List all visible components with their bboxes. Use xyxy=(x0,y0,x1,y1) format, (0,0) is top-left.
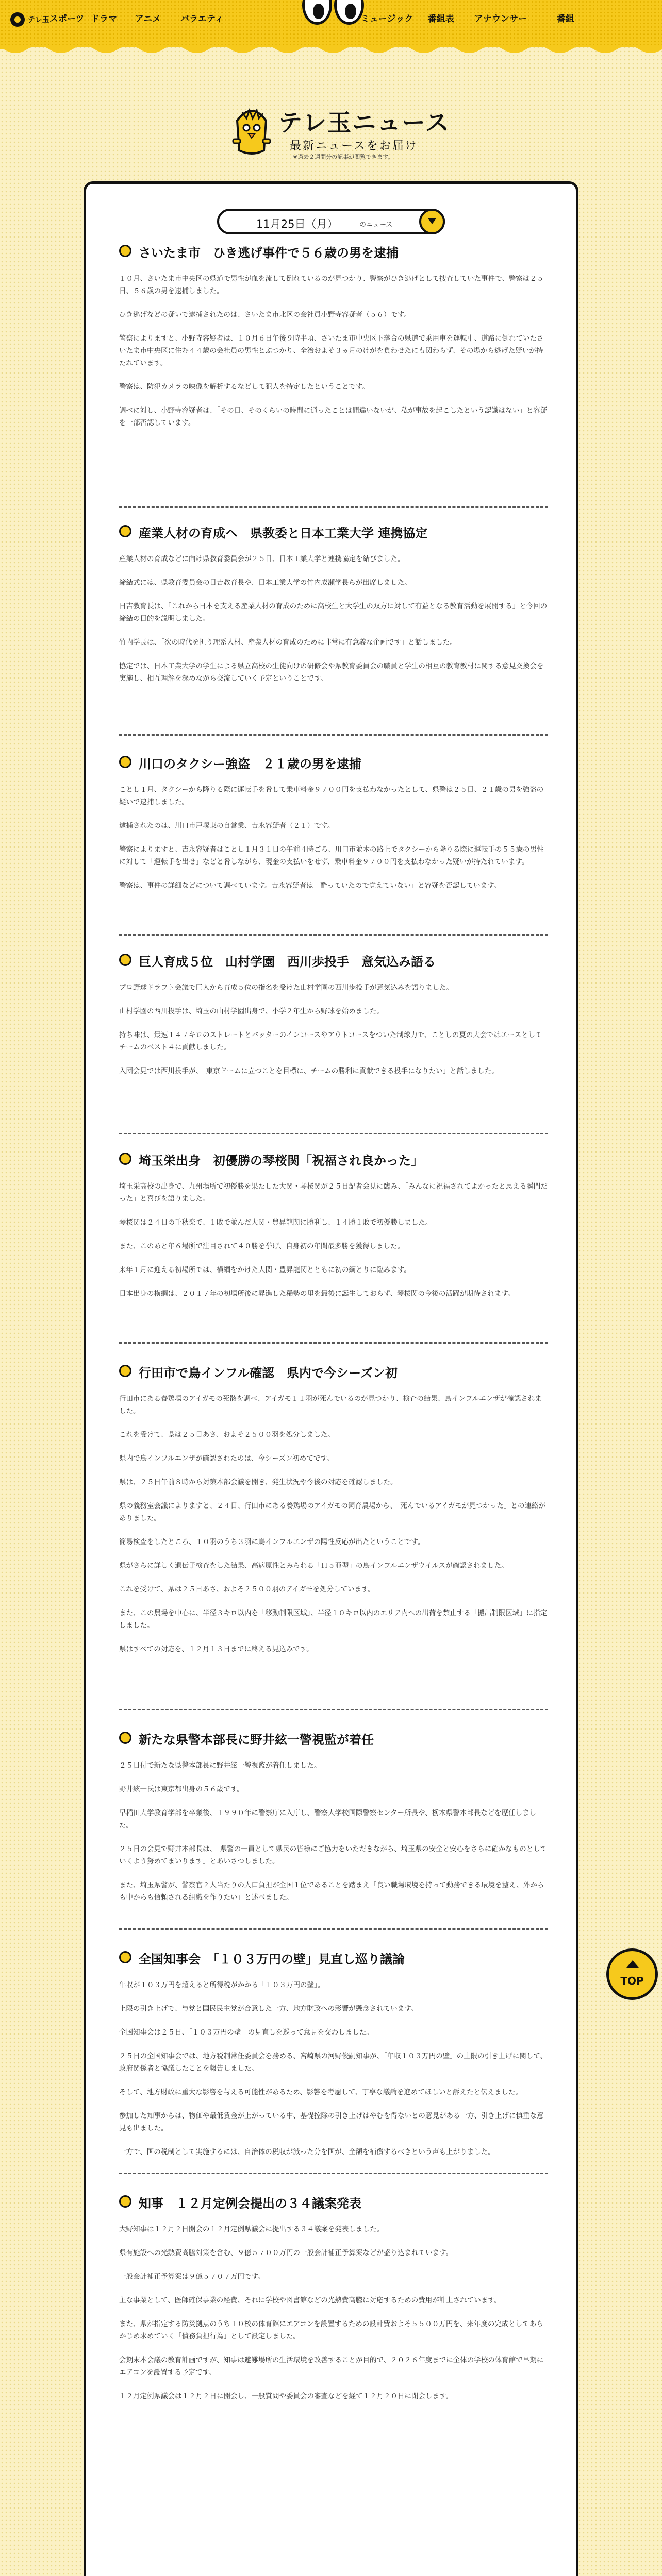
nav-item-programs[interactable]: 番組 xyxy=(557,14,574,24)
nav-item-announcer[interactable]: アナウンサー xyxy=(474,14,527,24)
news-article xyxy=(119,950,548,1077)
article-divider xyxy=(119,506,548,508)
chevron-down-icon[interactable] xyxy=(419,209,445,234)
article-paragraph: 警察は、防犯カメラの映像を解析するなどして犯人を特定したということです。 xyxy=(119,383,369,391)
article-paragraph: 逮捕されたのは、川口市戸塚東の自営業、吉永容疑者（２１）です。 xyxy=(119,822,335,830)
article-paragraph: 県内で鳥インフルエンザが確認されたのは、今シーズン初めてです。 xyxy=(119,1454,334,1463)
article-title: 知事 １２月定例会提出の３４議案発表 xyxy=(139,2196,361,2211)
article-body xyxy=(119,981,548,1077)
bullet-dot-icon xyxy=(119,1951,131,1963)
article-paragraph: 埼玉栄高校の出身で、九州場所で初優勝を果たした大関・琴桜関が２５日記者会見に臨み、「みんなに祝福されてよかったと思える瞬間だった」と喜びを語りました。 xyxy=(119,1182,548,1203)
nav-item-schedule[interactable]: 番組表 xyxy=(428,14,454,24)
article-paragraph: 主な事業として、医師確保事業の経費、それに学校や図書館などの光熱費高騰に対応するための費用が計上されています。 xyxy=(119,2296,502,2304)
article-title: さいたま市 ひき逃げ事件で５６歳の男を逮捕 xyxy=(139,246,399,260)
article-body xyxy=(119,553,548,685)
mascot-eyes-icon xyxy=(302,0,364,27)
news-article xyxy=(119,1148,548,1300)
article-paragraph: ひき逃げなどの疑いで逮捕されたのは、さいたま市北区の会社員小野寺容疑者（５６）です。 xyxy=(119,311,411,319)
article-paragraph: 行田市にある養鶏場のアイガモの死骸を調べ、アイガモ１１羽が死んでいるのが見つかり、検査の結果、鳥インフルエンザが確認されました。 xyxy=(119,1395,542,1415)
article-paragraph: 協定では、日本工業大学の学生による県立高校の生徒向けの研修会や県教育委員会の職員と学生の相互の教育教材に関する意見交換会を実施し、相互理解を深めながら交流していく予定ということです。 xyxy=(119,662,544,683)
back-to-top-label: TOP xyxy=(620,1975,644,1987)
article-header xyxy=(119,752,548,772)
article-paragraph: 会期末本会議の教育計画ですが、知事は避難場所の生活環境を改善することが目的で、２０２６年度までに全体の学校の体育館で早期にエアコンを設置する予定です。 xyxy=(119,2356,544,2377)
article-paragraph: 上限の引き上げで、与党と国民民主党が合意した一方、地方財政への影響が懸念されています。 xyxy=(119,2005,418,2013)
page-subtitle: 最新ニュースをお届け xyxy=(290,140,418,152)
news-article xyxy=(119,521,548,685)
article-paragraph: 産業人材の育成などに向け県教育委員会が２５日、日本工業大学と連携協定を結びました。 xyxy=(119,555,405,563)
article-title: 行田市で鳥インフル確認 県内で今シーズン初 xyxy=(139,1366,398,1380)
news-article xyxy=(119,1361,548,1655)
article-paragraph: 警察によりますと、小野寺容疑者は、１０月６日午後９時半頃、さいたま市中央区下落合の県道で乗用車を運転中、道路に倒れていたさいたま市中央区に住む４４歳の会社員の男性とぶつかり、全治およそ３ヵ月のけがを負わせたにも関わらず、その場から逃げた疑いが持たれています。 xyxy=(119,334,544,367)
article-paragraph: 県はすべての対応を、１２月１３日までに終える見込みです。 xyxy=(119,1645,313,1653)
article-paragraph: これを受けて、県は２５日あさ、およそ２５００羽のアイガモを処分しています。 xyxy=(119,1585,375,1594)
article-paragraph: 野井絃一氏は東京都出身の５６歳です。 xyxy=(119,1785,244,1793)
article-paragraph: ２５日の会見で野井本部長は、「県警の一員として県民の皆様にご協力をいただきながら、埼玉県の安全と安心をさらに確かなものとしていくよう努めてまいります」とあいさつしました。 xyxy=(119,1845,548,1866)
nav-item-music[interactable]: ミュージック xyxy=(361,14,413,24)
article-divider xyxy=(119,1709,548,1710)
article-divider xyxy=(119,1928,548,1930)
article-title: 川口のタクシー強盗 ２１歳の男を逮捕 xyxy=(139,757,361,771)
article-header xyxy=(119,521,548,541)
article-paragraph: ２５日付で新たな県警本部長に野井絃一警視監が着任しました。 xyxy=(119,1761,321,1770)
article-paragraph: 琴桜関は２４日の千秋楽で、１敗で並んだ大関・豊昇龍関に勝利し、１４勝１敗で初優勝しました。 xyxy=(119,1218,433,1227)
article-body xyxy=(119,1759,548,1904)
article-paragraph: 日吉教育長は、「これから日本を支える産業人材の育成のために高校生と大学生の双方に対して有益となる教育活動を展開する」と今回の締結の目的を説明しました。 xyxy=(119,602,548,623)
article-paragraph: 参加した知事からは、物価や最低賃金が上がっている中、基礎控除の引き上げはやむを得ないとの意見がある一方、引き上げに慎重な意見も出ました。 xyxy=(119,2112,544,2132)
news-article xyxy=(119,752,548,892)
article-paragraph: 締結式には、県教育委員会の日吉教育長や、日本工業大学の竹内成瀬学長らが出席しました。 xyxy=(119,579,411,587)
article-header xyxy=(119,1148,548,1169)
article-header xyxy=(119,1361,548,1381)
chick-mascot-icon xyxy=(231,103,272,160)
article-paragraph: 一般会計補正予算案は９億５７０７万円です。 xyxy=(119,2273,265,2281)
site-header xyxy=(0,0,662,47)
article-paragraph: 警察によりますと、吉永容疑者はことし１月３１日の午前４時ごろ、川口市並木の路上でタクシーから降りる際に運転手の５５歳の男性に対して「運転手を出せ」などと脅しながら、現金の支払いをせず、乗車料金９７００円を支払わなかった疑いが持たれています。 xyxy=(119,845,544,866)
nav-item-anime[interactable]: アニメ xyxy=(135,14,161,24)
article-paragraph: プロ野球ドラフト会議で巨人から育成５位の指名を受けた山村学園の西川歩投手が意気込みを語りました。 xyxy=(119,984,453,992)
article-title: 新たな県警本部長に野井絃一警視監が着任 xyxy=(139,1733,374,1747)
bullet-dot-icon xyxy=(119,2195,131,2208)
article-paragraph: 全国知事会は２５日、「１０３万円の壁」の見直しを巡って意見を交わしました。 xyxy=(119,2028,373,2037)
article-paragraph: ことし１月、タクシーから降りる際に運転手を脅して乗車料金９７００円を支払わなかったとして、県警は２５日、２１歳の男を強盗の疑いで逮捕しました。 xyxy=(119,786,544,806)
news-panel xyxy=(84,181,578,2576)
article-paragraph: 持ち味は、最速１４７キロのストレートとバッターのインコースやアウトコースをついた制球力で、ことしの夏の大会ではエースとしてチームのベスト４に貢献しました。 xyxy=(119,1031,542,1052)
article-divider xyxy=(119,934,548,936)
article-paragraph: １０月、さいたま市中央区の県道で男性が血を流して倒れているのが見つかり、警察がひき逃げとして捜査していた事件で、警察は２５日、５６歳の男を逮捕しました。 xyxy=(119,275,544,295)
article-paragraph: 来年１月に迎える初場所では、横綱をかけた大関・豊昇龍関とともに初の綱とりに臨みます。 xyxy=(119,1266,411,1274)
article-paragraph: 竹内学長は、「次の時代を担う理系人材、産業人材の育成のために非常に有意義な企画です」と話しました。 xyxy=(119,638,457,647)
article-paragraph: 県がさらに詳しく遺伝子検査をした結果、高病原性とみられる「Ｈ５亜型」の鳥インフルエンザウイルスが確認されました。 xyxy=(119,1562,508,1570)
bullet-dot-icon xyxy=(119,245,131,257)
article-header xyxy=(119,241,548,261)
article-title: 産業人材の育成へ 県教委と日本工業大学 連携協定 xyxy=(139,526,428,540)
article-paragraph: 簡易検査をしたところ、１０羽のうち３羽に鳥インフルエンザの陽性反応が出たということです。 xyxy=(119,1538,425,1546)
article-body xyxy=(119,273,548,429)
article-paragraph: また、県が指定する防災拠点のうち１０校の体育館にエアコンを設置するための設計費およそ５５００万円を、来年度の完成としてあらかじめ求めていく「債務負担行為」として設定しました。 xyxy=(119,2320,543,2341)
article-paragraph: これを受けて、県は２５日あさ、およそ２５００羽を処分しました。 xyxy=(119,1431,335,1439)
news-article xyxy=(119,2191,548,2402)
news-article xyxy=(119,241,548,429)
archive-note: ※過去２週間分の記事が閲覧できます。 xyxy=(293,154,394,160)
article-title: 全国知事会 「１０３万円の壁」見直し巡り議論 xyxy=(139,1952,405,1967)
article-body xyxy=(119,1979,548,2158)
article-paragraph: １２月定例県議会は１２月２日に開会し、一般質問や委員会の審査などを経て１２月２０日に閉会します。 xyxy=(119,2392,453,2400)
header-wave-edge xyxy=(0,45,662,61)
bullet-dot-icon xyxy=(119,756,131,768)
date-selector-label: のニュース xyxy=(359,221,393,229)
article-title: 巨人育成５位 山村学園 西川歩投手 意気込み語る xyxy=(139,955,436,969)
article-title: 埼玉栄出身 初優勝の琴桜関「祝福され良かった」 xyxy=(139,1154,423,1168)
news-article xyxy=(119,1727,548,1904)
article-paragraph: 大野知事は１２月２日開会の１２月定例県議会に提出する３４議案を発表しました。 xyxy=(119,2225,384,2233)
nav-item-variety[interactable]: バラエティ xyxy=(180,14,224,24)
back-to-top-button[interactable] xyxy=(606,1948,658,2000)
article-paragraph: 警察は、事件の詳細などについて調べています。吉永容疑者は「酔っていたので覚えていない」と容疑を否認しています。 xyxy=(119,882,501,890)
date-selector[interactable] xyxy=(217,209,445,234)
bullet-dot-icon xyxy=(119,1365,131,1377)
article-paragraph: 早稲田大学教育学部を卒業後、１９９０年に警察庁に入庁し、警察大学校国際警察センター所長や、栃木県警本部長などを歴任しました。 xyxy=(119,1809,537,1829)
bullet-dot-icon xyxy=(119,1153,131,1165)
article-header xyxy=(119,1727,548,1748)
bullet-dot-icon xyxy=(119,1732,131,1744)
nav-item-sports[interactable]: スポーツ xyxy=(49,14,85,24)
page-title-area xyxy=(0,93,662,170)
article-body xyxy=(119,1180,548,1300)
nav-item-drama[interactable]: ドラマ xyxy=(91,14,117,24)
article-body xyxy=(119,784,548,892)
article-paragraph: 調べに対し、小野寺容疑者は、「その日、そのくらいの時間に通ったことは間違いないが、私が事故を起こしたという認識はない」と容疑を一部否認しています。 xyxy=(119,406,548,427)
article-divider xyxy=(119,734,548,736)
article-paragraph: そして、地方財政に重大な影響を与える可能性があるため、影響を考慮して、丁寧な議論を進めてほしいと訴えたと伝えました。 xyxy=(119,2088,522,2096)
article-paragraph: また、埼玉県警が、警察官２人当たりの人口負担が全国１位であることを踏まえ「良い職場環境を持って動務できる環境を整え、外からも中からも信頼される組織を作りたい」と述べました。 xyxy=(119,1881,544,1902)
article-paragraph: 県の義務室会議によりますと、２４日、行田市にある養鶏場のアイガモの飼育農場から、「死んでいるアイガモが見つかった」との連絡がありました。 xyxy=(119,1502,546,1522)
article-header xyxy=(119,1947,548,1968)
logo-text: テレ玉 xyxy=(28,16,49,24)
article-paragraph: 入団会見では西川投手が、「東京ドームに立つことを目標に、チームの勝利に貢献できる投手になりたい」と話しました。 xyxy=(119,1067,499,1075)
article-paragraph: 県有施設への光熱費高騰対策を含む、９億５７００万円の一般会計補正予算案などが盛り込まれています。 xyxy=(119,2249,453,2257)
article-divider xyxy=(119,1133,548,1134)
article-header xyxy=(119,950,548,970)
news-article xyxy=(119,1947,548,2158)
article-paragraph: 日本出身の横綱は、２０１７年の初場所後に昇進した稀勢の里を最後に誕生しておらず、琴桜関の今後の活躍が期待されます。 xyxy=(119,1290,515,1298)
date-selector-value: 11月25日（月） xyxy=(256,218,338,230)
article-paragraph: また、このあと年６場所で注目されて４０勝を挙げ、自身初の年間最多勝を獲得しました。 xyxy=(119,1242,404,1250)
article-body xyxy=(119,1393,548,1655)
bullet-dot-icon xyxy=(119,525,131,537)
bullet-dot-icon xyxy=(119,954,131,966)
article-paragraph: 年収が１０３万円を超えると所得税がかかる「１０３万円の壁」。 xyxy=(119,1981,325,1989)
page-title: テレ玉ニュース xyxy=(278,109,450,137)
article-divider xyxy=(119,2173,548,2174)
article-paragraph: 一方で、国の税制として実施するには、自治体の税収が減った分を国が、全額を補償するべきという声も上がりました。 xyxy=(119,2148,495,2156)
article-paragraph: 県は、２５日午前８時から対策本部会議を開き、発生状況や今後の対応を確認しました。 xyxy=(119,1478,398,1486)
arrow-up-icon xyxy=(626,1960,639,1968)
article-paragraph: ２５日の全国知事会では、地方税制常任委員会を務める、宮崎県の河野俊嗣知事が、「年収１０３万円の壁」の上限の引き上げに関して、政府関係者と協議したことを報告しました。 xyxy=(119,2052,547,2073)
article-body xyxy=(119,2223,548,2402)
article-paragraph: 山村学園の西川投手は、埼玉の山村学園出身で、小学２年生から野球を始めました。 xyxy=(119,1007,384,1015)
article-divider xyxy=(119,1342,548,1344)
article-paragraph: また、この農場を中心に、半径３キロ以内を「移動制限区域」、半径１０キロ以内のエリア内への出荷を禁止する「搬出制限区域」に指定しました。 xyxy=(119,1609,548,1630)
article-header xyxy=(119,2191,548,2212)
